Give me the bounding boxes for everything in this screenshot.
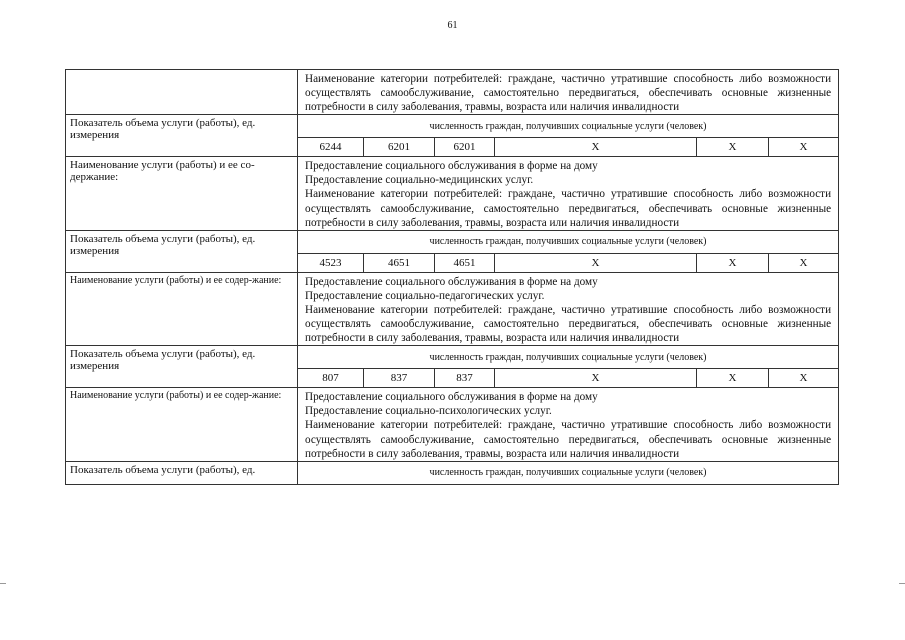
value-cell: Х: [769, 369, 839, 388]
service-form-line: Предоставление социального обслуживания в форме на дому: [305, 275, 598, 288]
category-text: Наименование категории потребителей: граждане, частично утратившие способность либо возможности осуществлять самообслуживание, самостоятельно передвигаться, обеспечивать основные жизненные потребности в силу заболевания, травмы, возраста или наличия инвалидности: [305, 419, 832, 460]
volume-label: Показатель объема услуги (работы), ед. измерения: [66, 230, 298, 272]
unit-text: численность граждан, получивших социальные услуги (человек): [298, 115, 839, 138]
value-cell: 837: [435, 369, 495, 388]
volume-unit-row: [66, 115, 839, 138]
service-label: Наименование услуги (работы) и ее содер-жание:: [66, 388, 298, 461]
category-text: Наименование категории потребителей: граждане, частично утратившие способность либо возможности осуществлять самообслуживание, самостоятельно передвигаться, обеспечивать основные жизненные потребности в силу заболевания, травмы, возраста или наличия инвалидности: [305, 303, 832, 345]
value-cell: Х: [697, 138, 769, 157]
scan-edge-mark: [0, 583, 6, 584]
value-cell: Х: [495, 138, 697, 157]
empty-label-cell: [66, 70, 298, 115]
value-cell: Х: [697, 369, 769, 388]
value-cell: Х: [495, 253, 697, 272]
service-row: [66, 157, 839, 230]
value-cell: 6201: [364, 138, 435, 157]
category-row: [66, 70, 839, 115]
unit-text: численность граждан, получивших социальные услуги (человек): [298, 346, 839, 369]
service-content: [298, 157, 839, 230]
service-type-line: Предоставление социально-медицинских услуг.: [305, 174, 534, 187]
value-cell: 6201: [435, 138, 495, 157]
value-cell: 4651: [435, 253, 495, 272]
value-cell: Х: [769, 138, 839, 157]
category-text: Наименование категории потребителей: граждане, частично утратившие способность либо возможности осуществлять самообслуживание, самостоятельно передвигаться, обеспечивать основные жизненные потребности в силу заболевания, травмы, возраста или наличия инвалидности: [305, 188, 832, 229]
service-type-line: Предоставление социально-психологических услуг.: [305, 405, 552, 418]
unit-text: численность граждан, получивших социальные услуги (человек): [298, 230, 839, 253]
value-cell: 4651: [364, 253, 435, 272]
service-type-line: Предоставление социально-педагогических услуг.: [305, 289, 545, 302]
volume-label: Показатель объема услуги (работы), ед. измерения: [66, 346, 298, 388]
value-cell: 807: [298, 369, 364, 388]
value-cell: Х: [495, 369, 697, 388]
service-label: Наименование услуги (работы) и ее со-держание:: [66, 157, 298, 230]
volume-label: Показатель объема услуги (работы), ед.: [66, 461, 298, 484]
value-cell: Х: [769, 253, 839, 272]
service-row: [66, 272, 839, 345]
value-cell: 4523: [298, 253, 364, 272]
category-text: Наименование категории потребителей: граждане, частично утратившие способность либо возможности осуществлять самообслуживание, самостоятельно передвигаться, обеспечивать основные жизненные потребности в силу заболевания, травмы, возраста или наличия инвалидности: [298, 70, 839, 115]
service-form-line: Предоставление социального обслуживания в форме на дому: [305, 391, 598, 404]
volume-label: Показатель объема услуги (работы), ед. измерения: [66, 115, 298, 157]
service-content: [298, 388, 839, 461]
volume-unit-row: [66, 230, 839, 253]
scan-edge-mark: [899, 583, 905, 584]
service-form-line: Предоставление социального обслуживания в форме на дому: [305, 160, 598, 173]
unit-text: численность граждан, получивших социальные услуги (человек): [298, 461, 839, 484]
volume-unit-row: [66, 461, 839, 484]
value-cell: Х: [697, 253, 769, 272]
service-label: Наименование услуги (работы) и ее содер-жание:: [66, 272, 298, 345]
value-cell: 6244: [298, 138, 364, 157]
service-row: [66, 388, 839, 461]
page-number: 61: [447, 20, 458, 31]
services-table: [65, 69, 839, 485]
service-content: [298, 272, 839, 345]
volume-unit-row: [66, 346, 839, 369]
value-cell: 837: [364, 369, 435, 388]
